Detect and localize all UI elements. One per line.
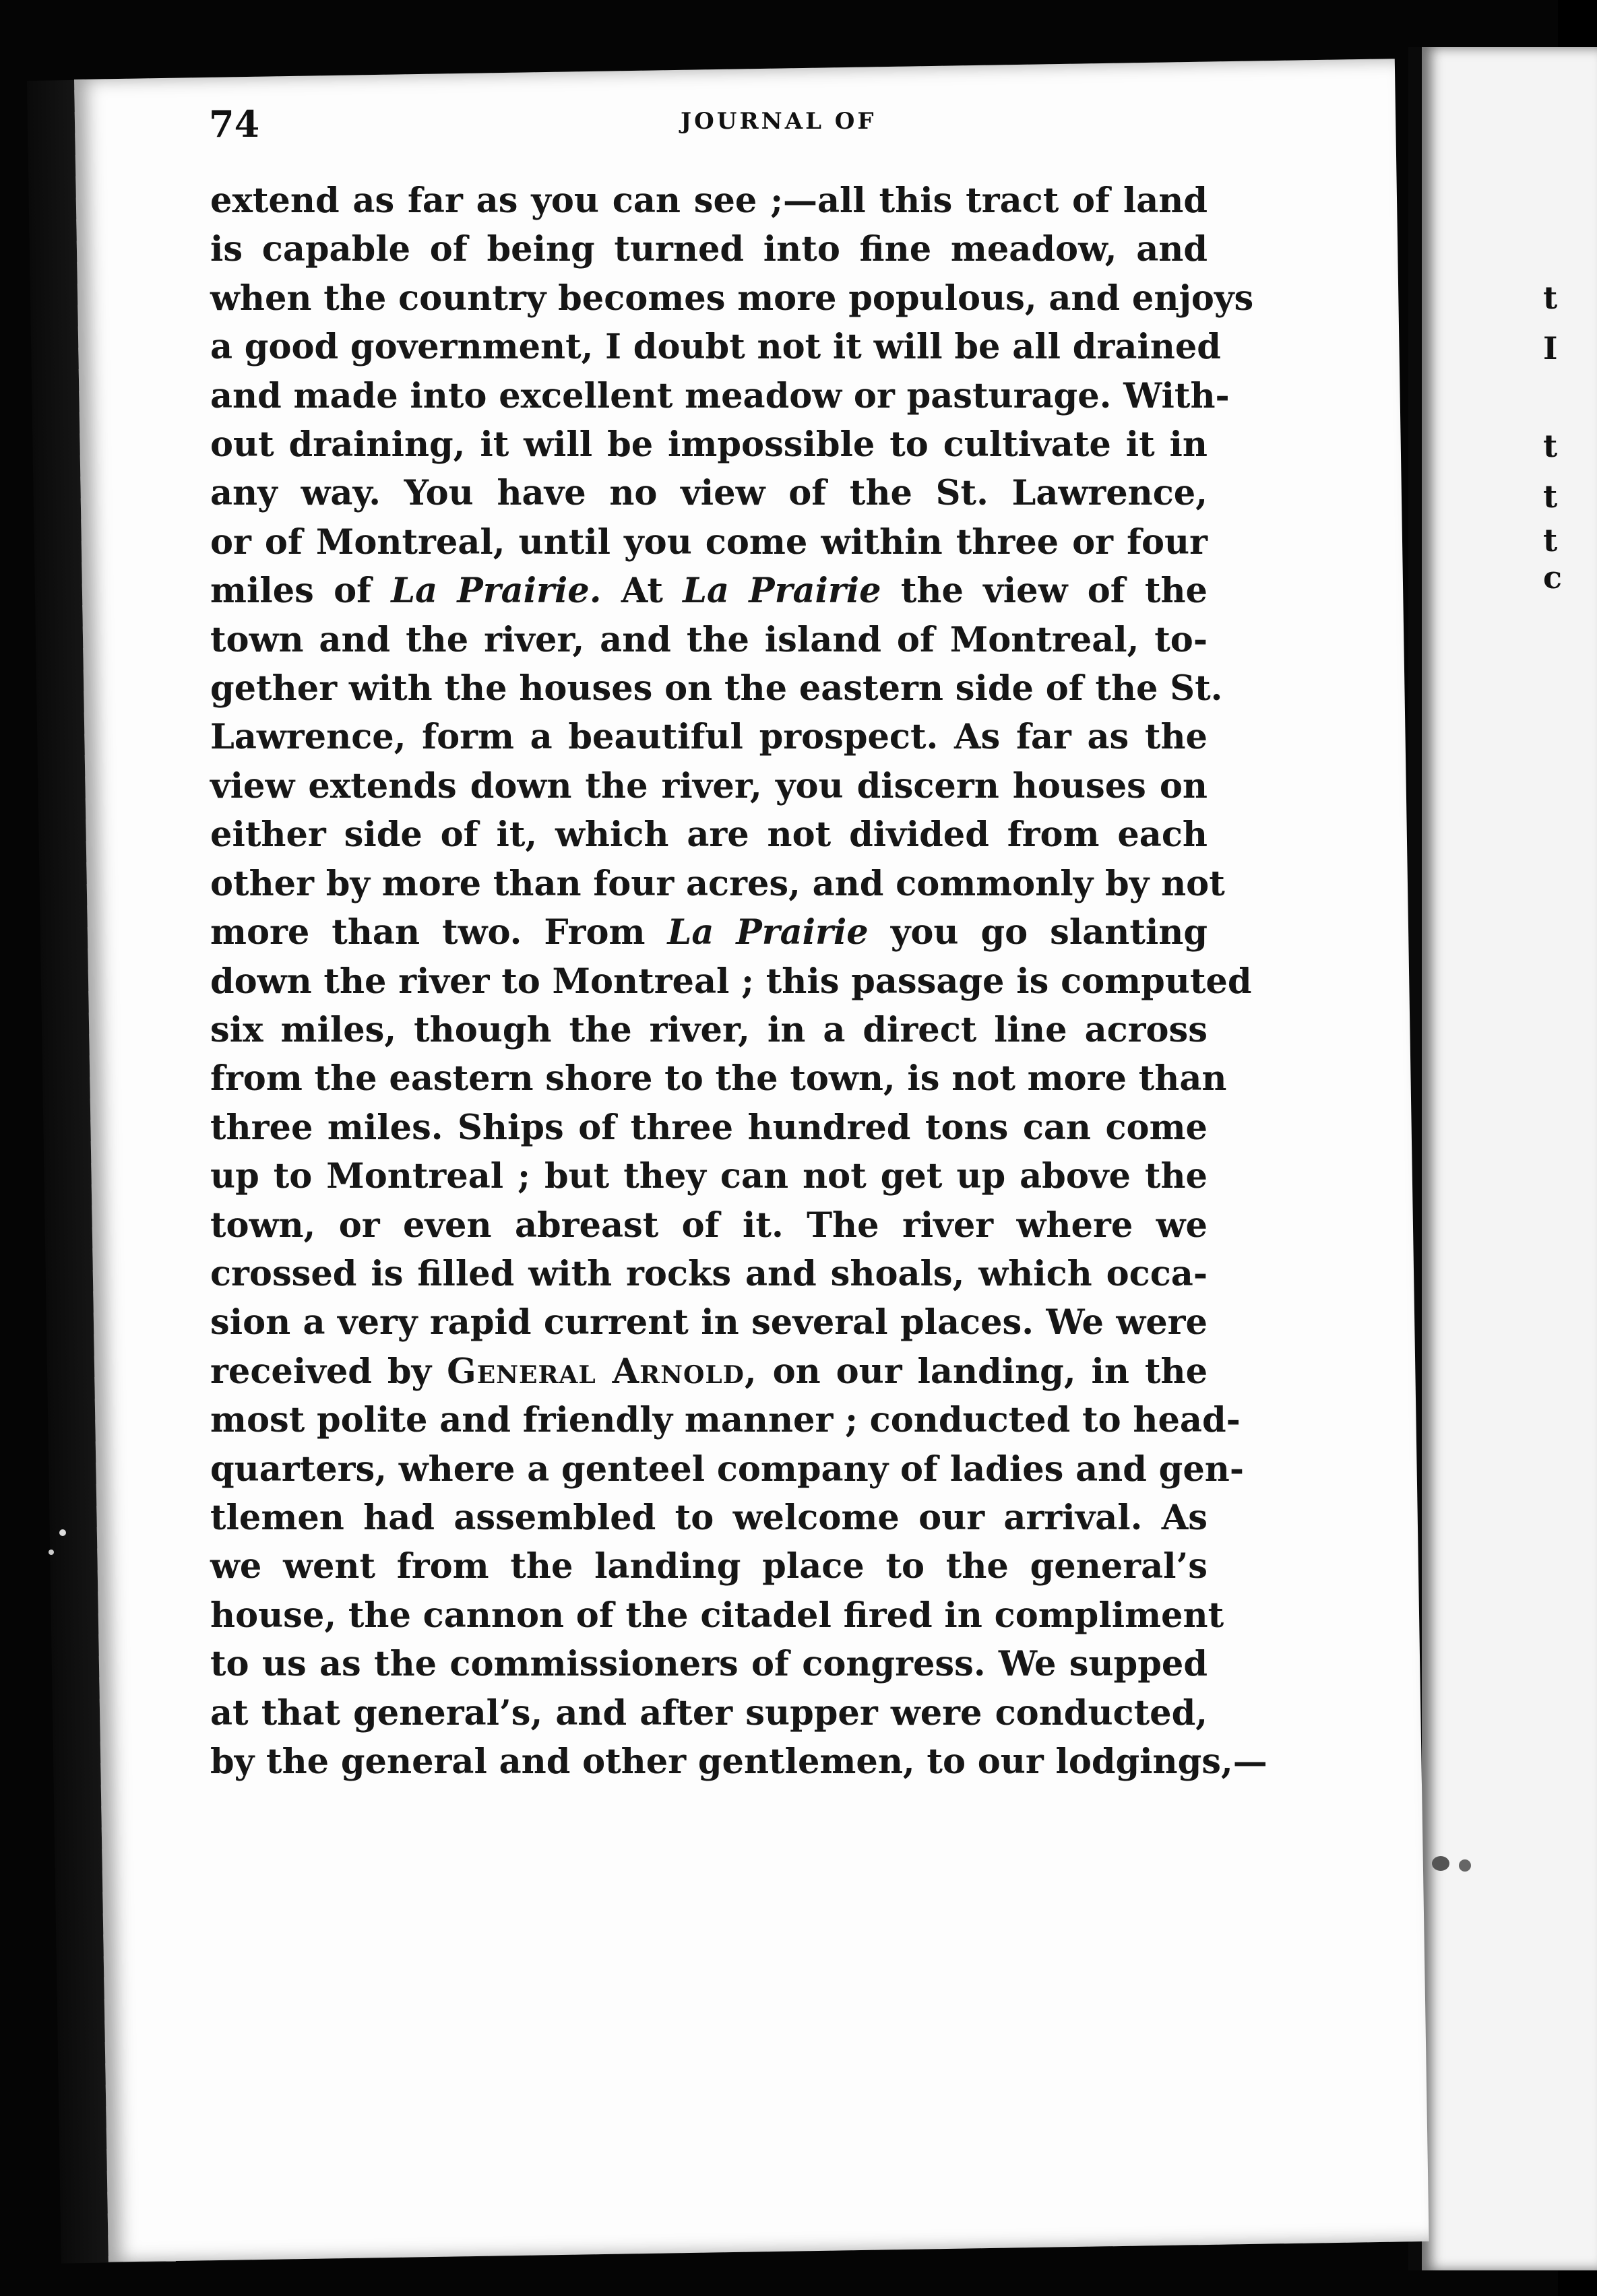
text-line: quarters, where a genteel company of ladies and gen- — [210, 1448, 1245, 1490]
running-head: JOURNAL OF — [681, 108, 877, 135]
text-line: town, or even abreast of it. The river where we — [210, 1205, 1208, 1246]
text-line: Lawrence, form a beautiful prospect. As far as the — [210, 717, 1208, 758]
text-line: most polite and friendly manner ; conducted to head- — [210, 1400, 1241, 1441]
text-fragment: miles of — [210, 571, 392, 612]
text-line: up to Montreal ; but they can not get up above the — [210, 1156, 1208, 1197]
small-caps-name: General Arnold, — [447, 1351, 757, 1392]
page-number: 74 — [209, 102, 260, 146]
text-line: gether with the houses on the eastern side of the St. — [210, 668, 1223, 709]
text-line: tlemen had assembled to welcome our arrival. As — [210, 1497, 1208, 1538]
text-line: out draining, it will be impossible to cultivate it in — [210, 424, 1208, 466]
text-fragment: more than two. From — [210, 912, 668, 953]
text-line: sion a very rapid current in several places. We were — [210, 1302, 1208, 1343]
text-line: any way. You have no view of the St. Lawrence, — [210, 473, 1208, 514]
text-line: six miles, though the river, in a direct line across — [210, 1009, 1208, 1050]
text-line: is capable of being turned into fine meadow, and — [210, 229, 1208, 270]
adjacent-page-glyph: t — [1543, 428, 1558, 464]
scan-speck — [1432, 1856, 1449, 1871]
adjacent-page-glyph: t — [1543, 522, 1558, 559]
italic-place-name: La Prairie — [667, 912, 869, 953]
text-line: three miles. Ships of three hundred tons can come — [210, 1107, 1208, 1148]
text-line: down the river to Montreal ; this passage is computed — [210, 961, 1252, 1002]
text-line-with-small-caps — [210, 1347, 1208, 1396]
text-line: by the general and other gentlemen, to our lodgings,— — [210, 1742, 1267, 1782]
text-line: town and the river, and the island of Montreal, to- — [210, 619, 1208, 660]
italic-place-name: La Prairie. — [391, 571, 602, 612]
text-fragment: you go slanting — [868, 912, 1208, 953]
text-fragment: the view of the — [881, 571, 1208, 612]
text-line-with-italics — [210, 567, 1208, 615]
text-line-with-italics — [210, 908, 1208, 957]
text-line: other by more than four acres, and commonly by not — [210, 863, 1225, 904]
text-fragment: received by — [210, 1351, 447, 1392]
adjacent-page-glyph: t — [1543, 280, 1558, 316]
adjacent-page-glyph: I — [1543, 330, 1558, 366]
text-line: when the country becomes more populous, and enjoys — [210, 278, 1254, 319]
text-line: from the eastern shore to the town, is not more than — [210, 1058, 1227, 1099]
text-line: either side of it, which are not divided from each — [210, 815, 1208, 856]
text-line: and made into excellent meadow or pasturage. With- — [210, 375, 1230, 416]
scan-speck — [49, 1550, 54, 1555]
adjacent-page-glyph: t — [1543, 478, 1558, 515]
text-line: view extends down the river, you discern houses on — [210, 765, 1208, 806]
text-fragment: on our landing, in the — [757, 1351, 1208, 1392]
text-line: a good government, I doubt not it will be all drained — [210, 327, 1221, 368]
text-fragment: At — [601, 571, 683, 612]
text-line: crossed is filled with rocks and shoals, which occa- — [210, 1253, 1208, 1294]
scan-speck — [1459, 1859, 1471, 1872]
text-line: or of Montreal, until you come within three or four — [210, 521, 1208, 563]
body-text — [210, 177, 1267, 1786]
adjacent-page-glyph: c — [1543, 559, 1563, 596]
text-line: we went from the landing place to the general’s — [210, 1546, 1208, 1587]
text-line: extend as far as you can see ;—all this tract of land — [210, 181, 1208, 221]
text-line: at that general’s, and after supper were conducted, — [210, 1692, 1208, 1733]
scan-speck — [59, 1529, 66, 1536]
text-line: to us as the commissioners of congress. We supped — [210, 1644, 1208, 1685]
italic-place-name: La Prairie — [683, 571, 881, 612]
adjacent-page — [1422, 47, 1597, 2270]
text-line: house, the cannon of the citadel fired in compliment — [210, 1595, 1224, 1636]
